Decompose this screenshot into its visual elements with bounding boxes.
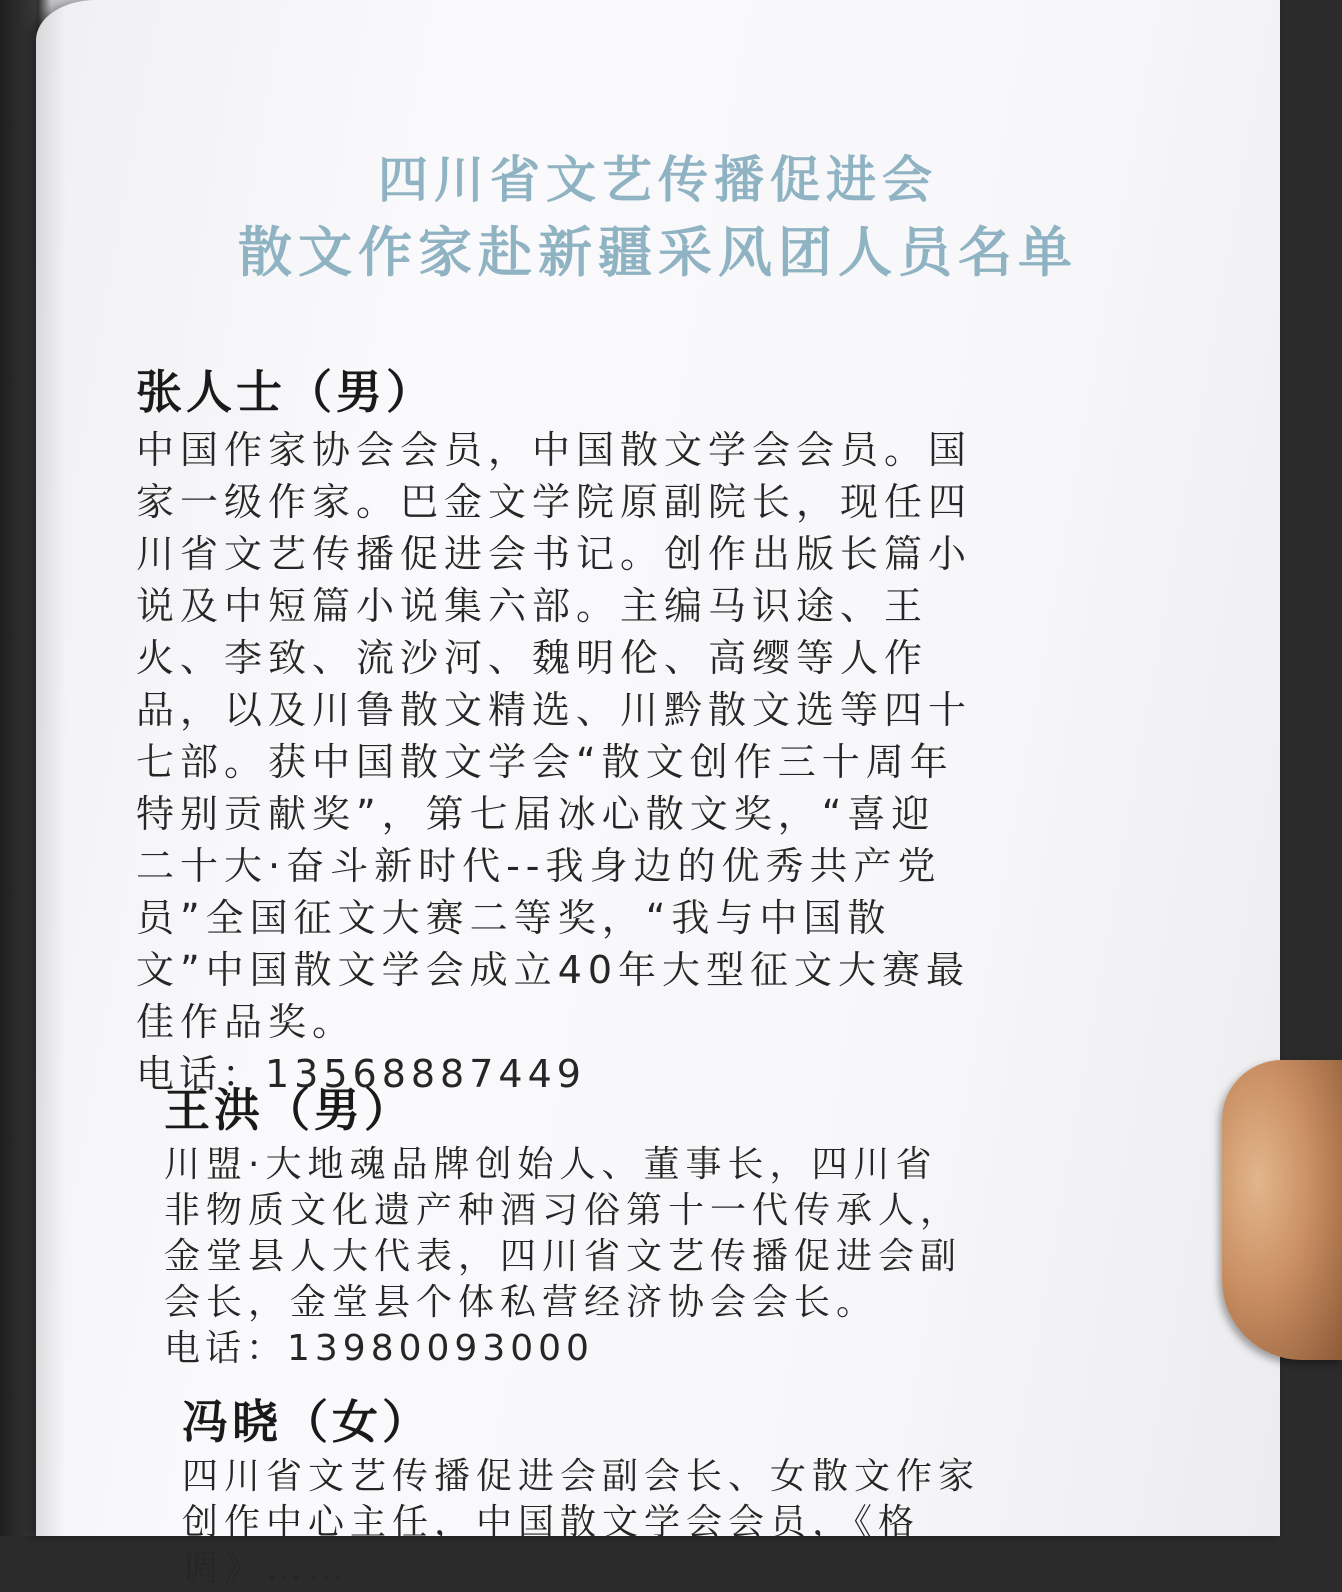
bio-line: 家一级作家。巴金文学院原副院长，现任四 — [136, 480, 973, 524]
bio-line: 创作中心主任，中国散文学会会员，《格 — [182, 1502, 921, 1543]
member-entry — [182, 1390, 1122, 1592]
title-organization: 四川省文艺传播促进会 — [378, 150, 938, 209]
holding-thumb — [1222, 1060, 1342, 1360]
bio-line: 会长，金堂县个体私营经济协会会长。 — [164, 1282, 879, 1323]
bio-line: 佳作品奖。 — [136, 1000, 357, 1044]
member-entry — [164, 1078, 1124, 1372]
bio-line: 川盟·大地魂品牌创始人、董事长，四川省 — [164, 1144, 938, 1185]
bio-line: 说及中短篇小说集六部。主编马识途、王 — [136, 584, 929, 628]
bio-line: 四川省文艺传播促进会副会长、女散文作家 — [182, 1456, 981, 1497]
bio-line: 员”全国征文大赛二等奖，“我与中国散 — [136, 896, 892, 940]
bio-line: 特别贡献奖”，第七届冰心散文奖，“喜迎 — [136, 792, 936, 836]
member-name: 冯晓（女） — [182, 1395, 432, 1449]
bio-line: 火、李致、流沙河、魏明伦、高缨等人作 — [136, 636, 929, 680]
member-phone: 电话：13568887449 — [136, 1052, 586, 1096]
bio-line: 品，以及川鲁散文精选、川黔散文选等四十 — [136, 688, 973, 732]
member-name: 王洪（男） — [164, 1083, 414, 1137]
bio-line: 川省文艺传播促进会书记。创作出版长篇小 — [136, 532, 973, 576]
bio-line: 中国作家协会会员，中国散文学会会员。国 — [136, 428, 973, 472]
bio-line: 调》…… — [182, 1548, 351, 1589]
title-list-name: 散文作家赴新疆采风团人员名单 — [238, 220, 1078, 284]
member-name: 张人士（男） — [136, 365, 436, 419]
member-phone: 电话：13980093000 — [164, 1328, 594, 1369]
book-page — [36, 0, 1280, 1589]
member-bio — [136, 424, 1136, 1048]
member-entry — [136, 360, 1136, 1100]
bio-line: 文”中国散文学会成立40年大型征文大赛最 — [136, 948, 971, 992]
bio-line: 二十大·奋斗新时代--我身边的优秀共产党 — [136, 844, 942, 888]
bio-line: 七部。获中国散文学会“散文创作三十周年 — [136, 740, 954, 784]
bio-line: 金堂县人大代表，四川省文艺传播促进会副 — [164, 1236, 963, 1277]
member-bio — [164, 1142, 1124, 1326]
bio-line: 非物质文化遗产种酒习俗第十一代传承人， — [164, 1190, 963, 1231]
member-bio — [182, 1454, 1122, 1592]
